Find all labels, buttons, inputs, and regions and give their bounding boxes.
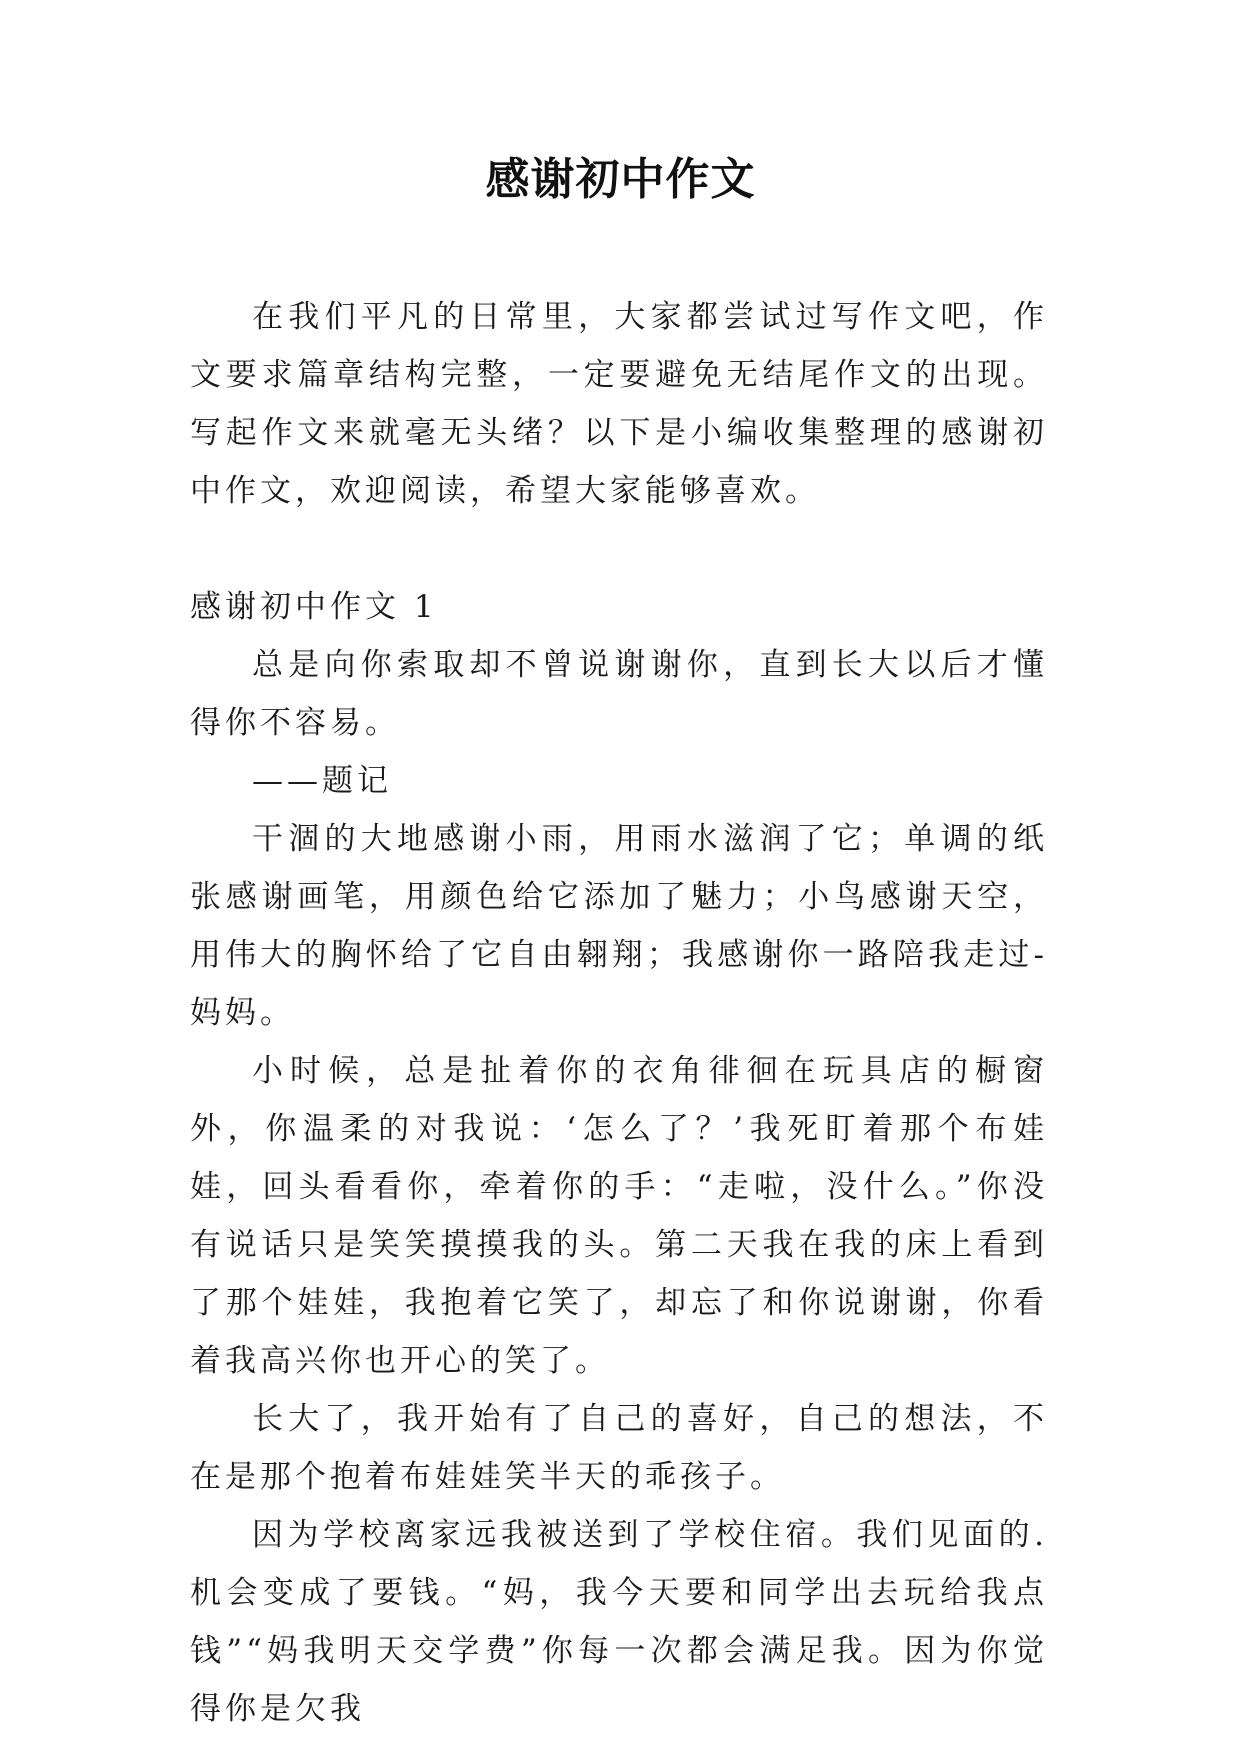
intro-paragraph: 在我们平凡的日常里，大家都尝试过写作文吧，作文要求篇章结构完整，一定要避免无结尾作文的出现。写起作文来就毫无头绪？以下是小编收集整理的感谢初中作文，欢迎阅读，希望大家能够喜欢。 [190, 299, 1048, 509]
spacer [190, 520, 1048, 578]
paragraph-4: 长大了，我开始有了自己的喜好，自己的想法，不在是那个抱着布娃娃笑半天的乖孩子。 [190, 1401, 1048, 1495]
paragraph-5: 因为学校离家远我被送到了学校住宿。我们见面的.机会变成了要钱。“妈，我今天要和同学出去玩给我点钱”“妈我明天交学费”你每一次都会满足我。因为你觉得你是欠我 [190, 1517, 1048, 1727]
epigraph-label: ——题记 [252, 763, 392, 799]
paragraph-2: 干涸的大地感谢小雨，用雨水滋润了它；单调的纸张感谢画笔，用颜色给它添加了魅力；小鸟感谢天空，用伟大的胸怀给了它自由翱翔；我感谢你一路陪我走过-妈妈。 [190, 821, 1048, 1031]
document-title: 感谢初中作文 [485, 154, 756, 205]
paragraph-1: 总是向你索取却不曾说谢谢你，直到长大以后才懂得你不容易。 [190, 647, 1048, 741]
section-heading: 感谢初中作文 1 [190, 589, 438, 625]
paragraph-3: 小时候，总是扯着你的衣角徘徊在玩具店的橱窗外，你温柔的对我说：‘怎么了？’我死盯着那个布娃娃，回头看看你，牵着你的手：“走啦，没什么。”你没有说话只是笑笑摸摸我的头。第二天我在我的床上看到了那个娃娃，我抱着它笑了，却忘了和你说谢谢，你看着我高兴你也开心的笑了。 [190, 1053, 1048, 1379]
document-body [190, 288, 1048, 1738]
